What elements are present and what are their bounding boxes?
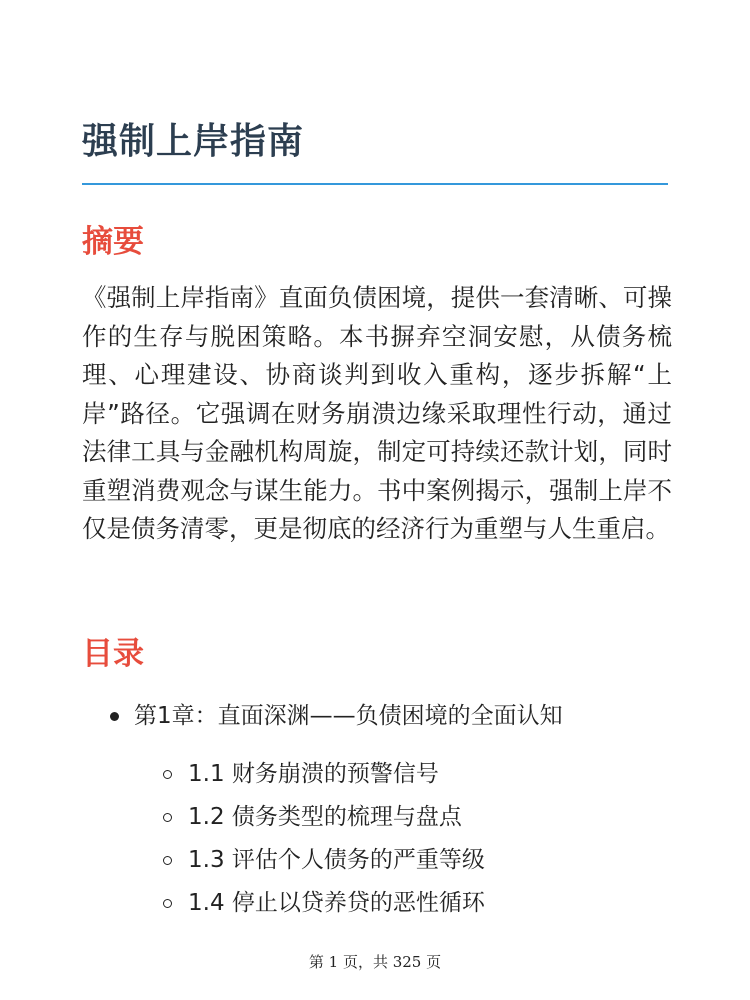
toc-section-1-2 — [188, 797, 462, 837]
bullet-dot-icon — [110, 712, 119, 721]
bullet-circle-icon — [163, 770, 172, 779]
abstract-heading: 摘要 — [82, 224, 144, 260]
document-title: 强制上岸指南 — [82, 121, 305, 162]
toc-heading: 目录 — [82, 636, 144, 672]
page-footer: 第 1 页，共 325 页 — [308, 953, 442, 971]
toc-section-label: 1.1 财务崩溃的预警信号 — [188, 761, 439, 787]
toc-section-label: 1.4 停止以贷养贷的恶性循环 — [188, 890, 485, 916]
abstract-paragraph: 《强制上岸指南》直面负债困境，提供一套清晰、可操作的生存与脱困策略。本书摒弃空洞安慰，从债务梳理、心理建设、协商谈判到收入重构，逐步拆解“上岸”路径。它强调在财务崩溃边缘采取理性行动，通过法律工具与金融机构周旋，制定可持续还款计划，同时重塑消费观念与谋生能力。书中案例揭示，强制上岸不仅是债务清零，更是彻底的经济行为重塑与人生重启。 — [82, 283, 672, 543]
toc-section-1-1 — [188, 754, 439, 794]
bullet-circle-icon — [163, 899, 172, 908]
title-divider — [82, 183, 668, 185]
bullet-circle-icon — [163, 813, 172, 822]
bullet-circle-icon — [163, 856, 172, 865]
toc-section-1-4 — [188, 883, 485, 923]
toc-chapter-1 — [134, 696, 563, 736]
toc-section-1-3 — [188, 840, 485, 880]
toc-chapter-label: 第1章：直面深渊——负债困境的全面认知 — [134, 703, 563, 729]
toc-section-label: 1.2 债务类型的梳理与盘点 — [188, 804, 462, 830]
toc-section-label: 1.3 评估个人债务的严重等级 — [188, 847, 485, 873]
